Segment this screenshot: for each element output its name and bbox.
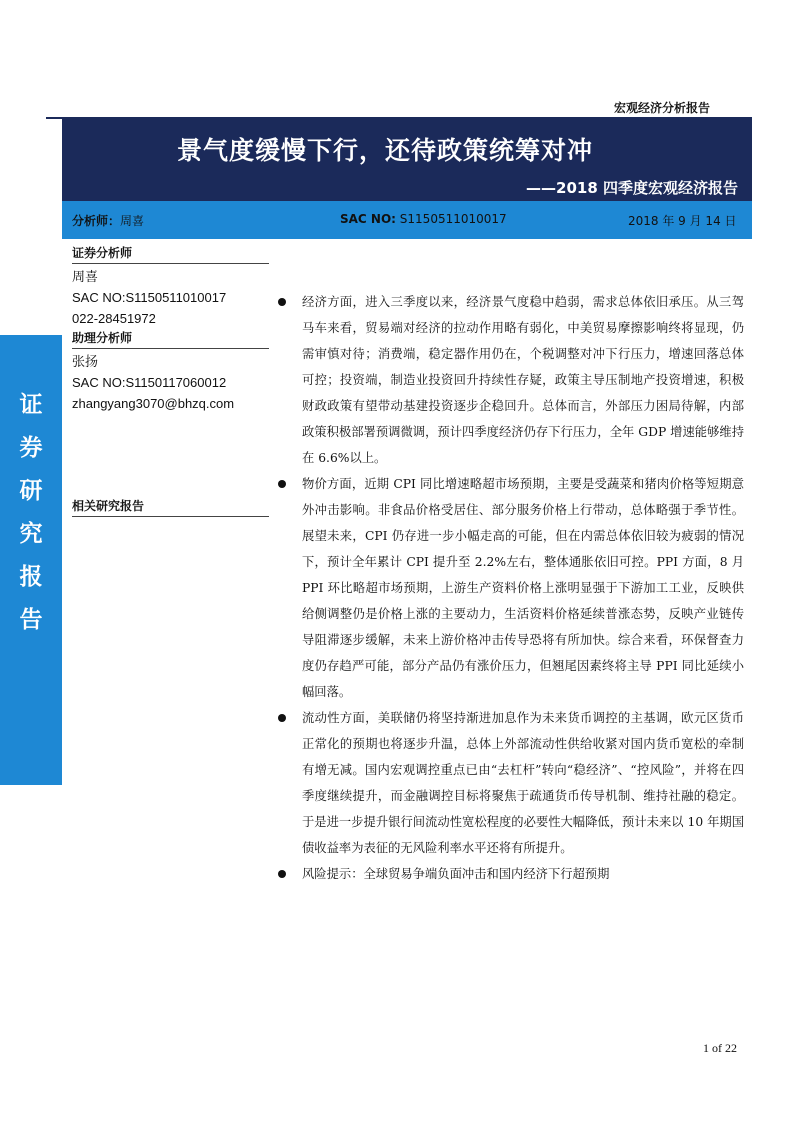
analyst-phone: 022-28451972: [72, 311, 156, 326]
analyst-sac: SAC NO:S1150511010017: [72, 290, 227, 305]
bullet-text: 风险提示：全球贸易争端负面冲击和国内经济下行超预期: [302, 867, 610, 881]
related-reports: [72, 497, 269, 519]
info-bar: [62, 201, 752, 239]
bullet-prices: [278, 471, 744, 705]
analyst-column: [72, 244, 269, 414]
report-subtitle: ——2018 四季度宏观经济报告: [526, 179, 738, 197]
analyst-name: 周喜: [72, 269, 99, 284]
bullet-economy: [278, 289, 744, 471]
bullet-dot-icon: [278, 480, 286, 488]
bullet-risk: [278, 861, 744, 887]
side-tab-char: 究: [19, 520, 43, 547]
bullet-dot-icon: [278, 714, 286, 722]
bullet-text: 流动性方面，美联储仍将坚持渐进加息作为未来货币调控的主基调，欧元区货币正常化的预期也将逐步升温，总体上外部流动性供给收紧对国内货币宽松的牵制有增无减。国内宏观调控重点已由“去杠杆”转向“稳经济”、“控风险”，并将在四季度继续提升，而金融调控目标将聚焦于疏通货币传导机制、维持社融的稳定。于是进一步提升银行间流动性宽松程度的必要性大幅降低，预计未来以 10 年期国债收益率为表征的无风险利率水平还将有所提升。: [302, 711, 744, 855]
info-date: 2018 年 9 月 14 日: [628, 214, 737, 228]
assistant-email[interactable]: zhangyang3070@bhzq.com: [72, 396, 235, 411]
side-tab-char: 告: [19, 606, 43, 633]
analyst-section-heading: 证券分析师: [72, 244, 269, 264]
report-type-label: 宏观经济分析报告: [614, 101, 711, 115]
side-tab-char: 证: [19, 391, 43, 418]
side-tab-char: 报: [19, 563, 43, 590]
assistant-sac: SAC NO:S1150117060012: [72, 375, 227, 390]
page-number: 1 of 22: [703, 1041, 737, 1055]
bullet-dot-icon: [278, 870, 286, 878]
bullet-dot-icon: [278, 298, 286, 306]
info-sac-value: S1150511010017: [399, 212, 507, 226]
report-title: 景气度缓慢下行，还待政策统筹对冲: [177, 136, 594, 165]
related-section-heading: 相关研究报告: [72, 497, 269, 517]
side-tab-char: 券: [19, 434, 43, 461]
info-analyst-name: 周喜: [120, 214, 145, 228]
side-tab: [0, 335, 62, 785]
side-tab-char: 研: [19, 477, 43, 504]
info-analyst: [72, 212, 144, 229]
info-sac: [340, 212, 507, 226]
title-banner: [62, 119, 752, 201]
side-tab-chars: [0, 383, 62, 641]
bullet-liquidity: [278, 705, 744, 861]
bullet-text: 经济方面，进入三季度以来，经济景气度稳中趋弱，需求总体依旧承压。从三驾马车来看，贸易端对经济的拉动作用略有弱化，中美贸易摩擦影响终将显现，仍需审慎对待；消费端，稳定器作用仍在，个税调整对冲下行压力，增速回落总体可控；投资端，制造业投资回升持续性存疑，政策主导压制地产投资增速，积极财政政策有望带动基建投资逐步企稳回升。总体而言，外部压力困局待解，内部政策积极部署预调微调，预计四季度经济仍存下行压力，全年 GDP 增速能够维持在 6.6%以上。: [302, 295, 744, 465]
summary-bullets: [278, 289, 744, 887]
assistant-section-heading: 助理分析师: [72, 329, 269, 349]
info-analyst-label: 分析师：: [72, 214, 121, 228]
bullet-text: 物价方面，近期 CPI 同比增速略超市场预期，主要是受蔬菜和猪肉价格等短期意外冲击影响。非食品价格受居住、部分服务价格上行带动，总体略强于季节性。展望未来，CPI 仍存进一步小幅走高的可能，但在内需总体依旧较为疲弱的情况下，预计全年累计 CPI 提升至 2.2%左右，整体通胀依旧可控。PPI 方面，8 月 PPI 环比略超市场预期，上游生产资料价格上涨明显强于下游加工工业，反映供给侧调整仍是价格上涨的主要动力，生活资料价格延续普涨态势，反映产业链传导阻滞逐步缓解，未来上游价格冲击传导恐将有所加快。综合来看，环保督查力度仍存趋严可能，部分产品仍有涨价压力，但翘尾因素终将主导 PPI 同比延续小幅回落。: [302, 477, 744, 699]
info-sac-label: SAC NO:: [340, 212, 396, 226]
assistant-name: 张扬: [72, 354, 99, 369]
